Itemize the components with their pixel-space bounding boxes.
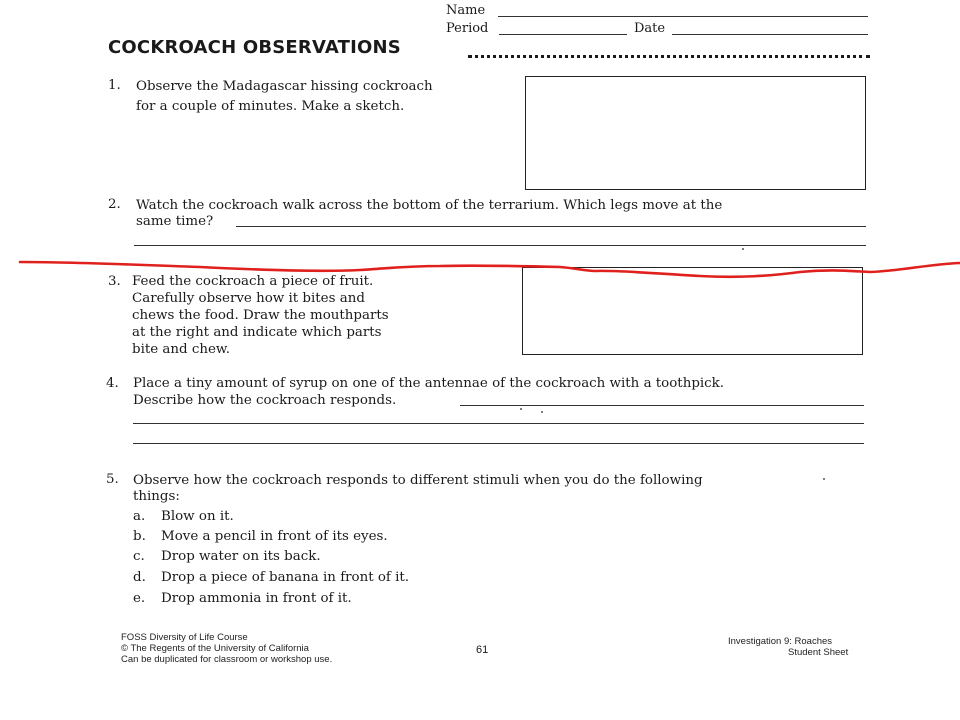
period-label: Period	[446, 21, 489, 36]
question-3-line-4: at the right and indicate which parts	[132, 325, 382, 340]
question-5-number: 5.	[106, 472, 119, 487]
question-3-line-5: bite and chew.	[132, 342, 231, 357]
stimulus-letter: c.	[133, 549, 145, 564]
stimulus-letter: a.	[133, 509, 146, 524]
footer-duplication-note: Can be duplicated for classroom or workshop use.	[121, 654, 333, 665]
question-5-line-2: things:	[133, 489, 180, 504]
question-4-number: 4.	[106, 376, 119, 391]
footer-sheet-type: Student Sheet	[788, 647, 849, 658]
question-1-line-2: for a couple of minutes. Make a sketch.	[136, 99, 405, 114]
question-2-number: 2.	[108, 197, 121, 212]
question-5-line-1: Observe how the cockroach responds to different stimuli when you do the following	[133, 473, 703, 488]
page-number: 61	[476, 644, 489, 656]
stimulus-item: Move a pencil in front of its eyes.	[161, 529, 388, 544]
question-3-line-2: Carefully observe how it bites and	[132, 291, 365, 306]
question-3-number: 3.	[108, 274, 121, 289]
question-3-line-3: chews the food. Draw the mouthparts	[132, 308, 389, 323]
stimulus-item: Drop a piece of banana in front of it.	[161, 570, 410, 585]
name-label: Name	[446, 3, 486, 18]
footer-investigation: Investigation 9: Roaches	[728, 636, 833, 647]
question-2-line-1: Watch the cockroach walk across the bottom of the terrarium. Which legs move at the	[136, 198, 723, 213]
question-3-line-1: Feed the cockroach a piece of fruit.	[132, 274, 374, 289]
stimulus-item: Drop ammonia in front of it.	[161, 591, 352, 606]
question-1-line-1: Observe the Madagascar hissing cockroach	[136, 79, 433, 94]
stimulus-item: Blow on it.	[161, 509, 234, 524]
question-2-line-2: same time?	[136, 214, 214, 229]
stimulus-letter: d.	[133, 570, 146, 585]
page-title: COCKROACH OBSERVATIONS	[108, 37, 401, 58]
stimulus-item: Drop water on its back.	[161, 549, 321, 564]
question-1-number: 1.	[108, 78, 121, 93]
stimulus-letter: e.	[133, 591, 146, 606]
red-freehand-line	[20, 262, 960, 277]
question-4-line-1: Place a tiny amount of syrup on one of the antennae of the cockroach with a toothpick.	[133, 376, 725, 391]
footer-copyright: © The Regents of the University of California	[121, 643, 309, 654]
question-4-line-2: Describe how the cockroach responds.	[133, 393, 397, 408]
footer-course: FOSS Diversity of Life Course	[121, 632, 248, 643]
stimulus-letter: b.	[133, 529, 146, 544]
date-label: Date	[634, 21, 666, 36]
